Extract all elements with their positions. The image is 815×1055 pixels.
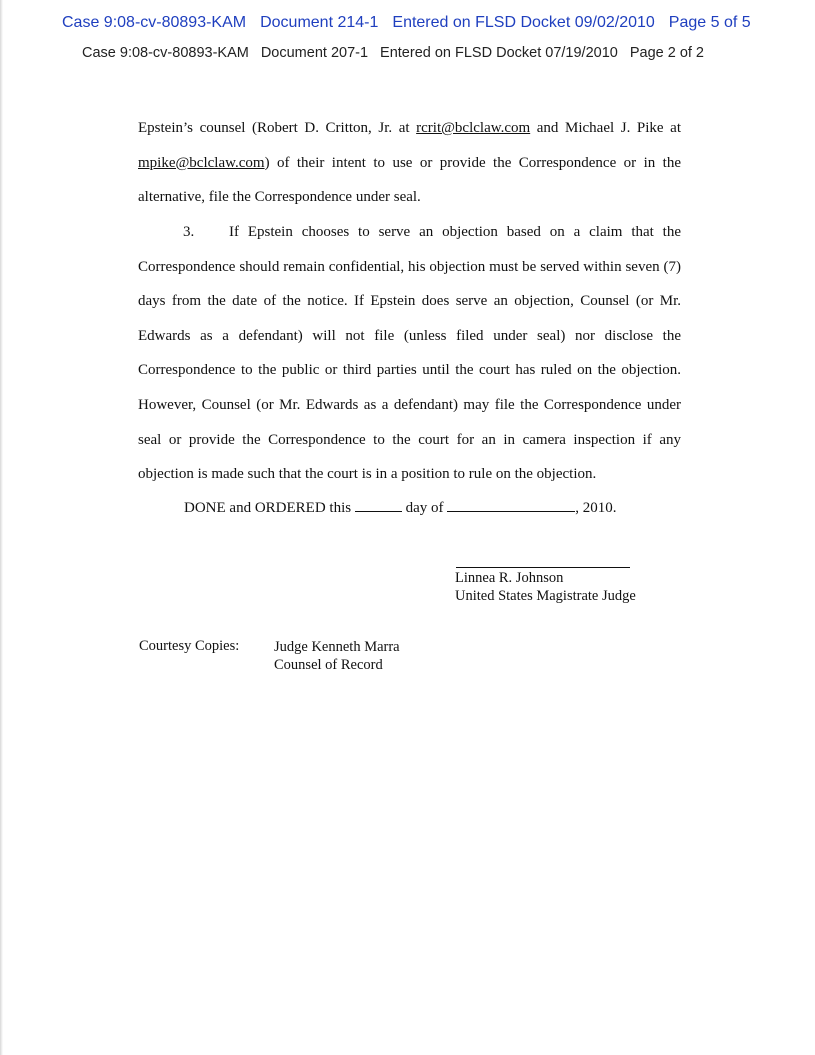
electronic-docket-header — [62, 14, 765, 32]
header-entered-date: Entered on FLSD Docket 09/02/2010 — [392, 14, 655, 31]
done-text: DONE and ORDERED this — [184, 500, 352, 516]
day-blank — [355, 496, 402, 512]
original-entered-date: Entered on FLSD Docket 07/19/2010 — [380, 45, 618, 61]
header-case-number: Case 9:08-cv-80893-KAM — [62, 14, 247, 31]
month-blank — [447, 496, 575, 512]
paragraph1-pre: Epstein’s counsel (Robert D. Critton, Jr. at — [138, 120, 417, 136]
signature-line — [456, 567, 630, 568]
header-page-count: Page 5 of 5 — [668, 14, 751, 31]
email-link-critton[interactable]: rcrit@bclclaw.com — [416, 120, 531, 136]
day-of-text: day of — [405, 500, 444, 516]
judge-title: United States Magistrate Judge — [455, 588, 636, 604]
judge-name: Linnea R. Johnson — [455, 570, 564, 586]
scan-edge — [0, 0, 3, 1055]
courtesy-recipient: Counsel of Record — [274, 657, 383, 673]
courtesy-copies-list — [274, 638, 400, 674]
original-document-number: Document 207-1 — [260, 45, 369, 61]
header-document-number: Document 214-1 — [260, 14, 379, 31]
email-link-pike[interactable]: mpike@bclclaw.com — [138, 154, 265, 171]
signature-block — [455, 569, 636, 605]
done-and-ordered-line — [184, 491, 616, 526]
paragraph-continuation — [138, 111, 681, 215]
paragraph1-mid: and Michael J. Pike at — [530, 120, 681, 136]
paragraph-3-text: If Epstein chooses to serve an objection based on a claim that the Correspondence should remain confidential, his objection must be served within seven (7) days from the date of the notice. If Epstein does serve an objection, Counsel (or Mr. Edwards as a defendant) will not file (unless filed under seal) nor disclose the Correspondence to the public or third parties until the court has ruled on the objection. However, Counsel (or Mr. Edwards as a defendant) may file the Correspondence under seal or provide the Correspondence to the court for an in camera inspection if any objection is made such that the court is in a position to rule on the objection. — [138, 224, 681, 483]
paragraph-3 — [138, 215, 681, 492]
original-docket-header — [82, 45, 716, 61]
original-page-count: Page 2 of 2 — [629, 45, 704, 61]
courtesy-copies-label: Courtesy Copies: — [139, 638, 240, 654]
paragraph-number: 3. — [183, 224, 195, 240]
year-text: , 2010. — [575, 500, 617, 516]
original-case-number: Case 9:08-cv-80893-KAM — [82, 45, 249, 61]
paragraph1-post: ) of their intent to use or provide the Correspondence or in the alternative, file the Correspondence under seal. — [138, 154, 681, 206]
courtesy-recipient: Judge Kenneth Marra — [274, 639, 400, 655]
